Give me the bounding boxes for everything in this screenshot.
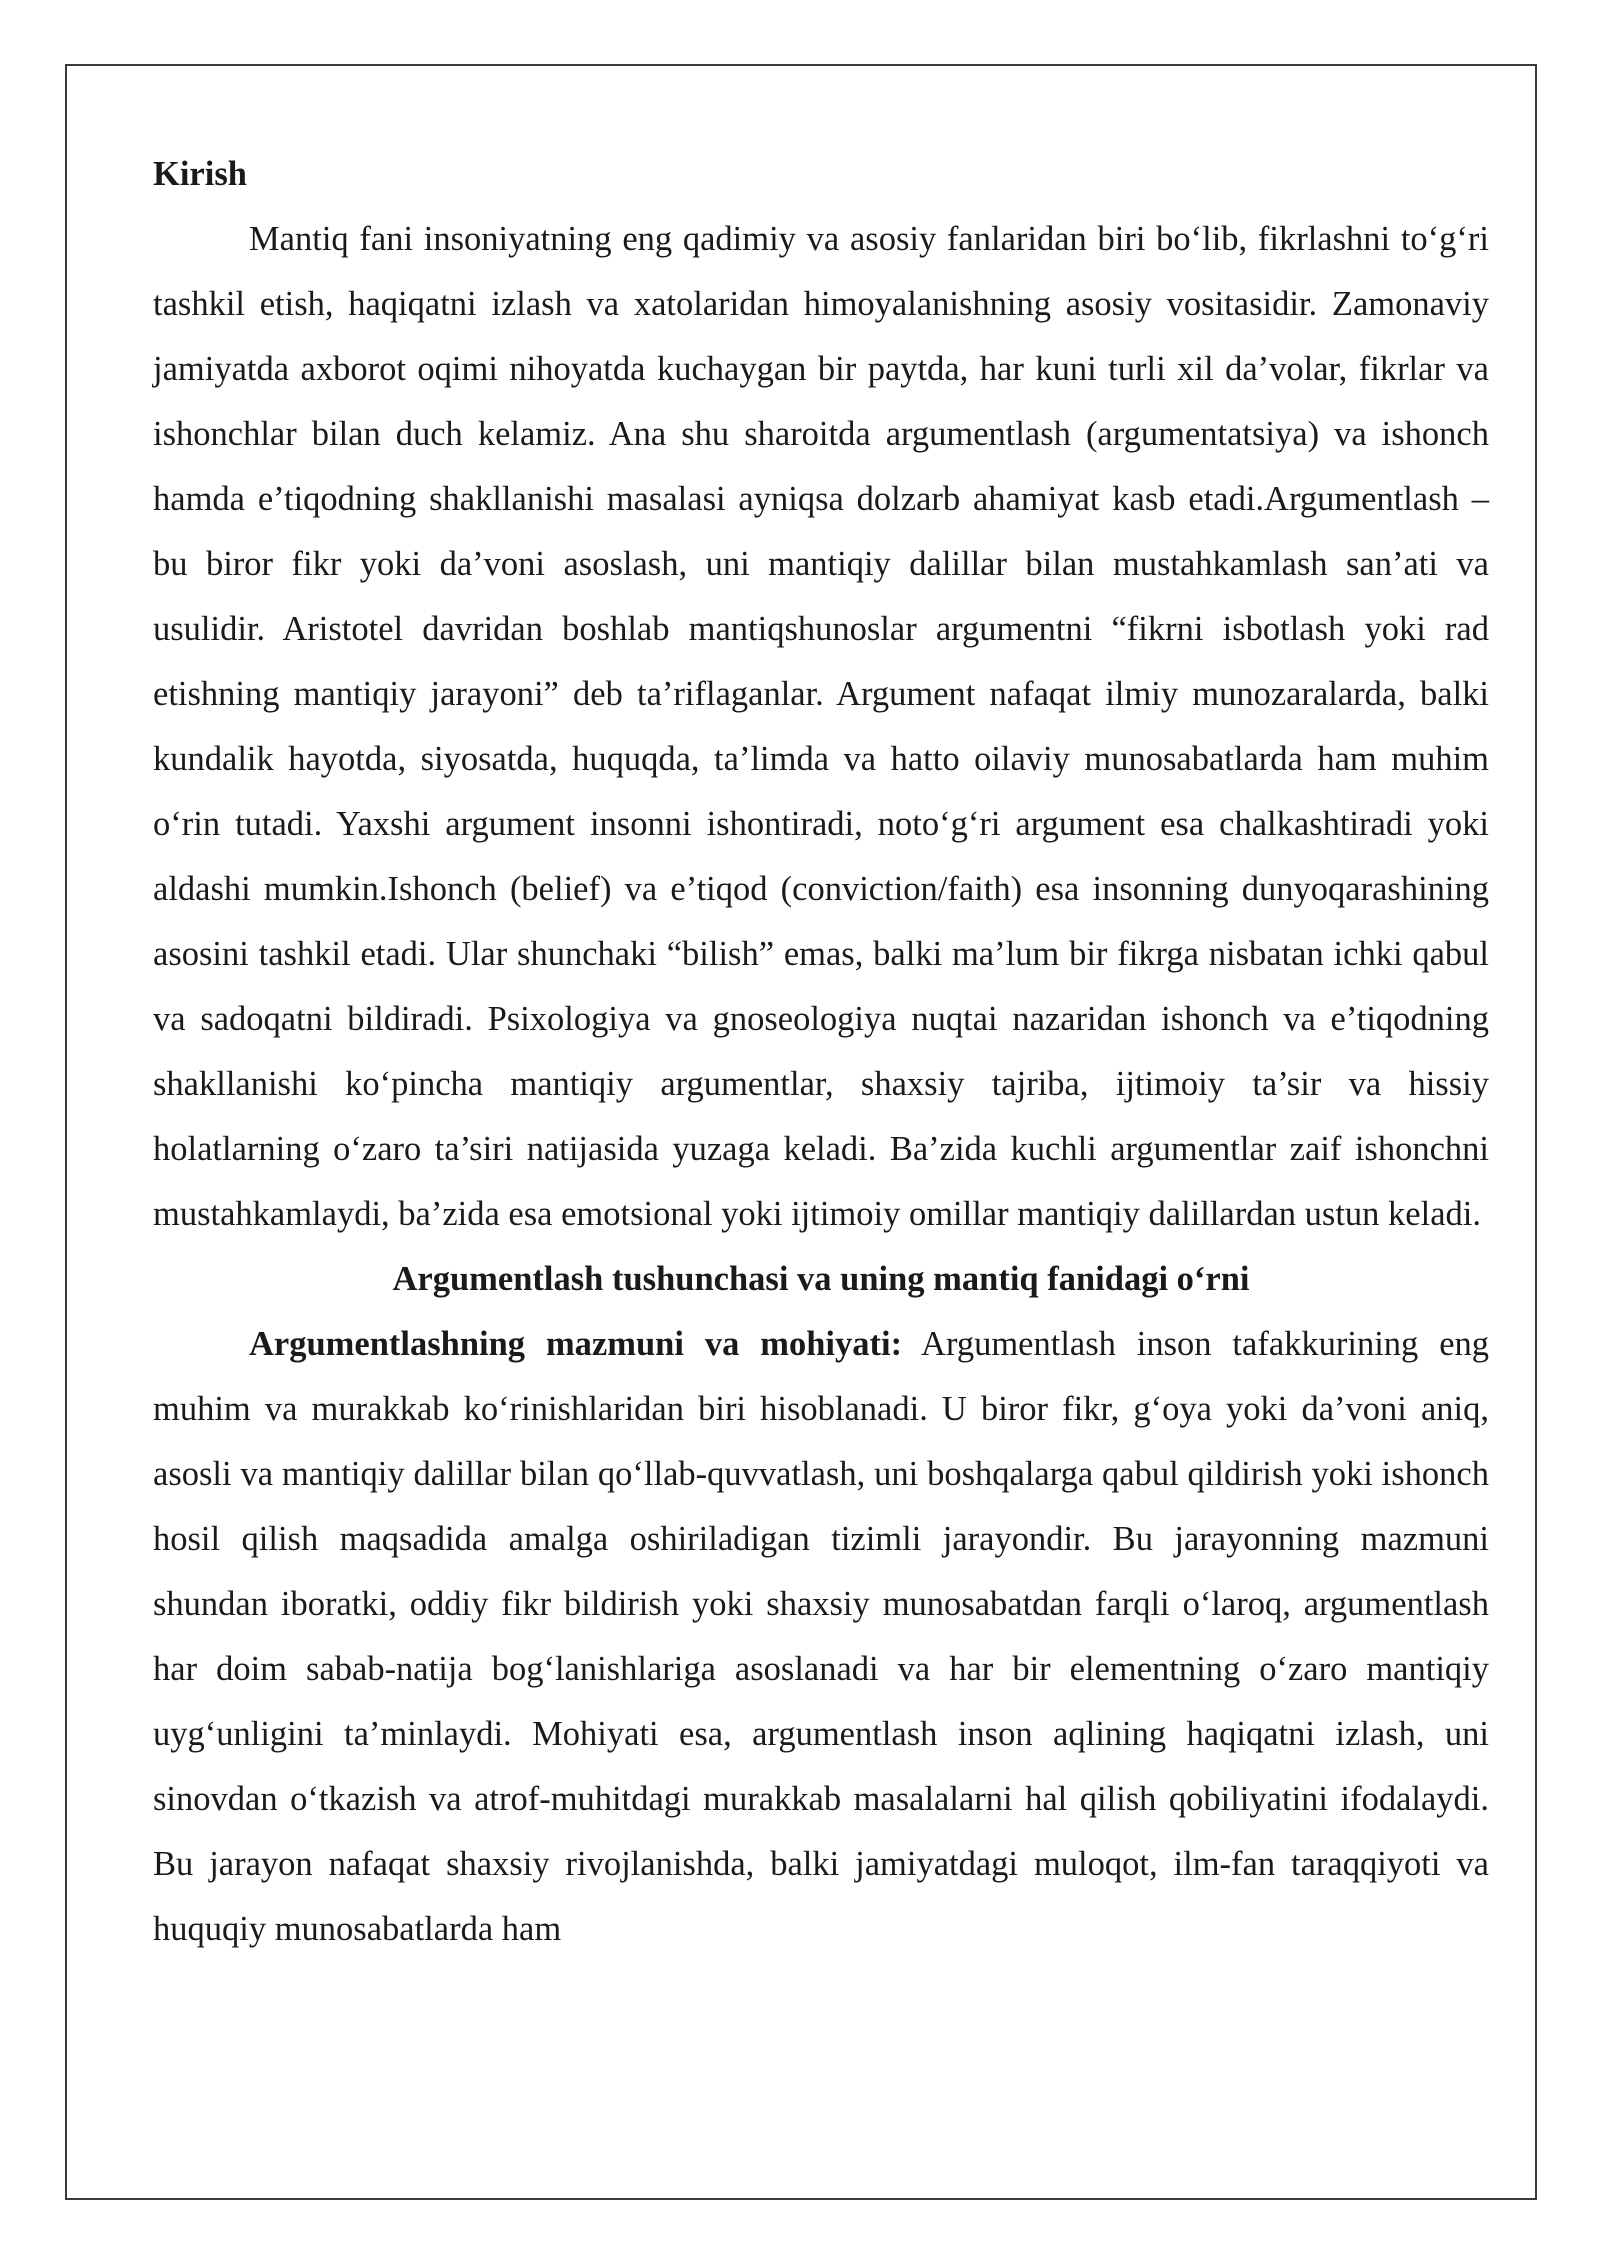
section-title: Argumentlash tushunchasi va uning mantiq fanidagi o‘rni xyxy=(392,1260,1250,1298)
intro-paragraph: Mantiq fani insoniyatning eng qadimiy va asosiy fanlaridan biri bo‘lib, fikrlashni to‘g‘ri tashkil etish, haqiqatni izlash va xatolaridan himoyalanishning asosiy vositasidir. Zamonaviy jamiyatda axborot oqimi nihoyatda kuchaygan bir paytda, har kuni turli xil da’volar, fikrlar va ishonchlar bilan duch kelamiz. Ana shu sharoitda argumentlash (argumentatsiya) va ishonch hamda e’tiqodning shakllanishi masalasi ayniqsa dolzarb ahamiyat kasb etadi.Argumentlash – bu biror fikr yoki da’voni asoslash, uni mantiqiy dalillar bilan mustahkamlash san’ati va usulidir. Aristotel davridan boshlab mantiqshunoslar argumentni “fikrni isbotlash yoki rad etishning mantiqiy jarayoni” deb ta’riflaganlar. Argument nafaqat ilmiy munozaralarda, balki kundalik hayotda, siyosatda, huquqda, ta’limda va hatto oilaviy munosabatlarda ham muhim o‘rin tutadi. Yaxshi argument insonni ishontiradi, noto‘g‘ri argument esa chalkashtiradi yoki aldashi mumkin.Ishonch (belief) va e’tiqod (conviction/faith) esa insonning dunyoqarashining asosini tashkil etadi. Ular shunchaki “bilish” emas, balki ma’lum bir fikrga nisbatan ichki qabul va sadoqatni bildiradi. Psixologiya va gnoseologiya nuqtai nazaridan ishonch va e’tiqodning shakllanishi ko‘pincha mantiqiy argumentlar, shaxsiy tajriba, ijtimoiy ta’sir va hissiy holatlarning o‘zaro ta’siri natijasida yuzaga keladi. Ba’zida kuchli argumentlar zaif ishonchni mustahkamlaydi, ba’zida esa emotsional yoki ijtimoiy omillar mantiqiy dalillardan ustun keladi. xyxy=(153,220,1489,1233)
page-heading: Kirish xyxy=(153,155,247,193)
section-lead: Argumentlashning mazmuni va mohiyati: xyxy=(249,1325,903,1363)
section-paragraph xyxy=(153,1312,1489,1962)
section-paragraph-text: Argumentlash inson tafakkurining eng muhim va murakkab ko‘rinishlaridan biri hisoblanadi. U biror fikr, g‘oya yoki da’voni aniq, asosli va mantiqiy dalillar bilan qo‘llab-quvvatlash, uni boshqalarga qabul qildirish yoki ishonch hosil qilish maqsadida amalga oshiriladigan tizimli jarayondir. Bu jarayonning mazmuni shundan iboratki, oddiy fikr bildirish yoki shaxsiy munosabatdan farqli o‘laroq, argumentlash har doim sabab-natija bog‘lanishlariga asoslanadi va har bir elementning o‘zaro mantiqiy uyg‘unligini ta’minlaydi. Mohiyati esa, argumentlash inson aqlining haqiqatni izlash, uni sinovdan o‘tkazish va atrof-muhitdagi murakkab masalalarni hal qilish qobiliyatini ifodalaydi. Bu jarayon nafaqat shaxsiy rivojlanishda, balki jamiyatdagi muloqot, ilm-fan taraqqiyoti va huquqiy munosabatlarda ham xyxy=(153,1325,1490,1948)
document-body xyxy=(153,142,1489,1962)
